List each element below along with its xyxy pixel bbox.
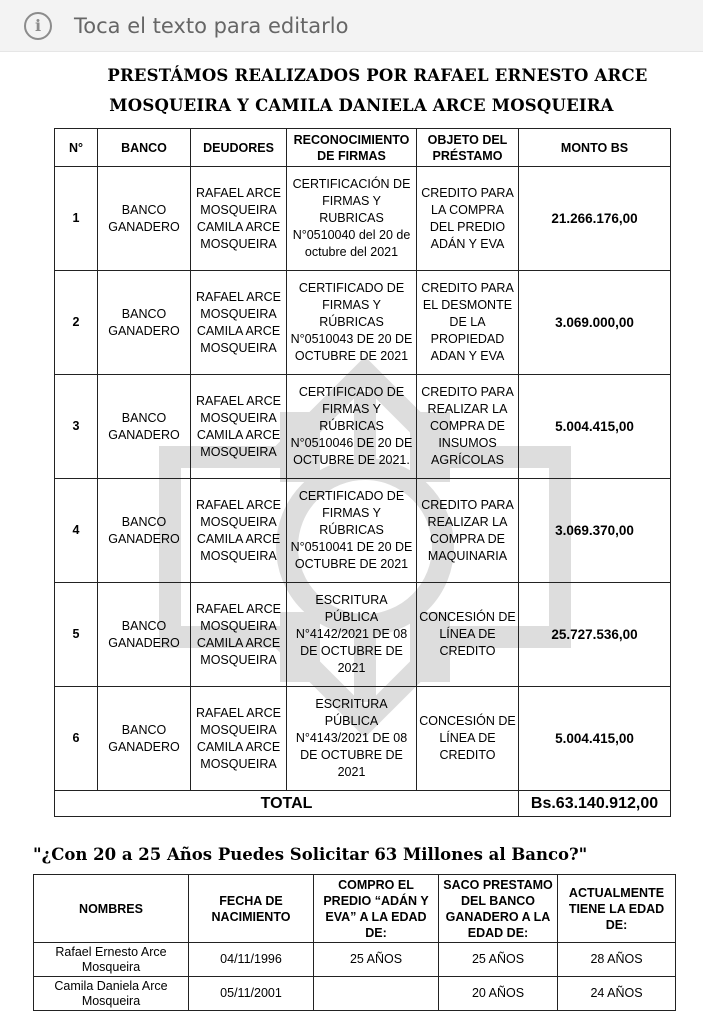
cell-deudores: RAFAEL ARCE MOSQUEIRA CAMILA ARCE MOSQUEIRA [191,375,287,479]
cell-monto: 3.069.000,00 [519,271,671,375]
cell-deudores: RAFAEL ARCE MOSQUEIRA CAMILA ARCE MOSQUEIRA [191,583,287,687]
table-row [34,977,676,1011]
cell-n: 2 [55,271,98,375]
header-edad: ACTUALMENTE TIENE LA EDAD DE: [558,875,676,943]
cell-objeto: CREDITO PARA REALIZAR LA COMPRA DE MAQUINARIA [417,479,519,583]
cell-compro: 25 AÑOS [314,943,439,977]
table-row [55,687,671,791]
cell-nombre: Camila Daniela Arce Mosqueira [34,977,189,1011]
cell-n: 5 [55,583,98,687]
cell-monto: 5.004.415,00 [519,375,671,479]
cell-firmas: ESCRITURA PÚBLICA N°4142/2021 DE 08 DE OCTUBRE DE 2021 [287,583,417,687]
total-value: Bs.63.140.912,00 [519,791,671,817]
cell-n: 6 [55,687,98,791]
edit-hint-text[interactable]: Toca el texto para editarlo [74,13,349,38]
cell-objeto: CONCESIÓN DE LÍNEA DE CREDITO [417,687,519,791]
header-monto: MONTO BS [519,129,671,167]
cell-monto: 5.004.415,00 [519,687,671,791]
cell-saco: 25 AÑOS [439,943,558,977]
document-title-line1: PRESTÁMOS REALIZADOS POR RAFAEL ERNESTO ARCE [107,66,648,85]
header-saco: SACO PRESTAMO DEL BANCO GANADERO A LA EDAD DE: [439,875,558,943]
cell-banco: BANCO GANADERO [98,167,191,271]
header-fecha: FECHA DE NACIMIENTO [189,875,314,943]
cell-objeto: CREDITO PARA EL DESMONTE DE LA PROPIEDAD ADAN Y EVA [417,271,519,375]
cell-firmas: ESCRITURA PÚBLICA N°4143/2021 DE 08 DE OCTUBRE DE 2021 [287,687,417,791]
cell-banco: BANCO GANADERO [98,687,191,791]
cell-banco: BANCO GANADERO [98,375,191,479]
ages-table-header [34,875,676,943]
table-row [55,271,671,375]
header-deudores: DEUDORES [191,129,287,167]
cell-objeto: CREDITO PARA LA COMPRA DEL PREDIO ADÁN Y EVA [417,167,519,271]
table-row [55,375,671,479]
cell-monto: 3.069.370,00 [519,479,671,583]
cell-saco: 20 AÑOS [439,977,558,1011]
cell-n: 4 [55,479,98,583]
cell-edad: 28 AÑOS [558,943,676,977]
cell-firmas: CERTIFICADO DE FIRMAS Y RÚBRICAS N°0510041 DE 20 DE OCTUBRE DE 2021 [287,479,417,583]
question-heading: "¿Con 20 a 25 Años Puedes Solicitar 63 Millones al Banco?" [33,845,588,864]
cell-objeto: CONCESIÓN DE LÍNEA DE CREDITO [417,583,519,687]
table-row [55,479,671,583]
loans-table [54,128,671,817]
cell-deudores: RAFAEL ARCE MOSQUEIRA CAMILA ARCE MOSQUEIRA [191,271,287,375]
cell-banco: BANCO GANADERO [98,479,191,583]
header-compro: COMPRO EL PREDIO “ADÁN Y EVA” A LA EDAD DE: [314,875,439,943]
cell-deudores: RAFAEL ARCE MOSQUEIRA CAMILA ARCE MOSQUEIRA [191,687,287,791]
cell-n: 3 [55,375,98,479]
table-row [55,583,671,687]
ages-table [33,874,676,1011]
document-title-line2: MOSQUEIRA Y CAMILA DANIELA ARCE MOSQUEIRA [109,96,614,115]
table-row [55,167,671,271]
header-banco: BANCO [98,129,191,167]
cell-monto: 25.727.536,00 [519,583,671,687]
cell-objeto: CREDITO PARA REALIZAR LA COMPRA DE INSUMOS AGRÍCOLAS [417,375,519,479]
header-n: N° [55,129,98,167]
cell-nombre: Rafael Ernesto Arce Mosqueira [34,943,189,977]
cell-firmas: CERTIFICADO DE FIRMAS Y RÚBRICAS N°0510046 DE 20 DE OCTUBRE DE 2021. [287,375,417,479]
total-row [55,791,671,817]
cell-fecha: 05/11/2001 [189,977,314,1011]
cell-banco: BANCO GANADERO [98,271,191,375]
header-firmas: RECONOCIMIENTO DE FIRMAS [287,129,417,167]
cell-banco: BANCO GANADERO [98,583,191,687]
edit-hint-bar[interactable] [0,0,703,52]
cell-n: 1 [55,167,98,271]
loans-table-header [55,129,671,167]
cell-firmas: CERTIFICADO DE FIRMAS Y RÚBRICAS N°0510043 DE 20 DE OCTUBRE DE 2021 [287,271,417,375]
cell-deudores: RAFAEL ARCE MOSQUEIRA CAMILA ARCE MOSQUEIRA [191,479,287,583]
table-row [34,943,676,977]
document-page [0,52,703,1024]
header-objeto: OBJETO DEL PRÉSTAMO [417,129,519,167]
cell-monto: 21.266.176,00 [519,167,671,271]
total-label: TOTAL [55,791,519,817]
cell-edad: 24 AÑOS [558,977,676,1011]
info-icon: i [24,12,52,40]
cell-compro [314,977,439,1011]
cell-fecha: 04/11/1996 [189,943,314,977]
header-nombres: NOMBRES [34,875,189,943]
cell-firmas: CERTIFICACIÓN DE FIRMAS Y RUBRICAS N°0510040 del 20 de octubre del 2021 [287,167,417,271]
cell-deudores: RAFAEL ARCE MOSQUEIRA CAMILA ARCE MOSQUEIRA [191,167,287,271]
